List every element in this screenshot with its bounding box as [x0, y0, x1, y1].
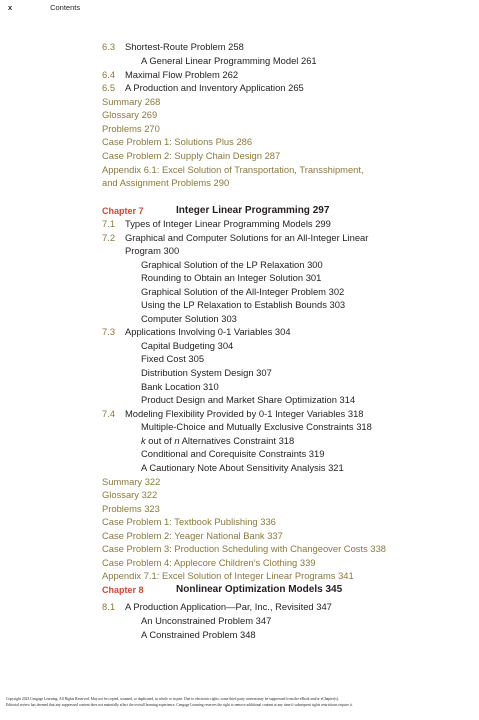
section-title: Types of Integer Linear Programming Models 299	[125, 218, 331, 229]
chapter-label: Chapter 7	[102, 206, 144, 216]
end-matter-entry: Appendix 7.1: Excel Solution of Integer Linear Programs 341	[102, 570, 354, 581]
section-number: 6.5	[102, 82, 116, 93]
variable-n: n	[174, 435, 180, 446]
section-title: A Production and Inventory Application 265	[125, 82, 304, 93]
subsection-title: A General Linear Programming Model 261	[141, 55, 317, 66]
subsection-title: Conditional and Corequisite Constraints 319	[141, 448, 325, 459]
variable-k: k	[141, 435, 146, 446]
section-title: Modeling Flexibility Provided by 0-1 Integer Variables 318	[125, 408, 364, 419]
end-matter-entry: Case Problem 1: Solutions Plus 286	[102, 136, 253, 147]
section-number: 6.4	[102, 69, 116, 80]
section-title: Shortest-Route Problem 258	[125, 41, 244, 52]
section-title: Graphical and Computer Solutions for an All-Integer Linear	[125, 232, 369, 243]
copyright-line-1: Copyright 2023 Cengage Learning. All Rights Reserved. May not be copied, scanned, or duplicated, in whole or in part. Due to electronic rights, some third party content may be suppressed from the eBook and/or eChapter(s).	[6, 697, 339, 701]
chapter-title: Integer Linear Programming 297	[176, 205, 330, 216]
page-number: x	[8, 3, 13, 12]
section-number: 7.3	[102, 326, 116, 337]
section-title: Maximal Flow Problem 262	[125, 69, 239, 80]
end-matter-entry: Problems 323	[102, 503, 160, 514]
end-matter-entry: Glossary 322	[102, 489, 158, 500]
end-matter-entry: Glossary 269	[102, 109, 158, 120]
end-matter-entry: Problems 270	[102, 123, 160, 134]
end-matter-entry: Case Problem 4: Applecore Children’s Clothing 339	[102, 557, 316, 568]
end-matter-entry: Summary 322	[102, 476, 161, 487]
subsection-text: out of	[145, 435, 175, 446]
subsection-title: Fixed Cost 305	[141, 353, 205, 364]
subsection-title: Bank Location 310	[141, 381, 219, 392]
section-title: A Production Application—Par, Inc., Revisited 347	[125, 601, 332, 612]
end-matter-entry: Case Problem 3: Production Scheduling with Changeover Costs 338	[102, 543, 387, 554]
subsection-title: Distribution System Design 307	[141, 367, 272, 378]
subsection-title: A Constrained Problem 348	[141, 629, 256, 640]
end-matter-entry: Case Problem 2: Supply Chain Design 287	[102, 150, 281, 161]
subsection-title: Graphical Solution of the All-Integer Problem 302	[141, 286, 345, 297]
end-matter-entry: and Assignment Problems 290	[102, 177, 230, 188]
section-number: 7.1	[102, 218, 116, 229]
subsection-title: A Cautionary Note About Sensitivity Analysis 321	[141, 462, 344, 473]
subsection-text: Alternatives Constraint 318	[179, 435, 295, 446]
running-title: Contents	[50, 3, 81, 12]
copyright-line-2: Editorial review has deemed that any suppressed content does not materially affect the overall learning experience. Cengage Learning reserves the right to remove additional content at any time if subsequent rights restrictions require it.	[6, 703, 353, 707]
subsection-title: Product Design and Market Share Optimization 314	[141, 394, 356, 405]
section-title: Applications Involving 0-1 Variables 304	[125, 326, 291, 337]
copyright-footer	[6, 696, 476, 708]
subsection-title: Graphical Solution of the LP Relaxation 300	[141, 259, 323, 270]
subsection-title: Rounding to Obtain an Integer Solution 301	[141, 272, 322, 283]
end-matter-entry: Case Problem 1: Textbook Publishing 336	[102, 516, 276, 527]
end-matter-entry: Summary 268	[102, 96, 161, 107]
subsection-title: Using the LP Relaxation to Establish Bounds 303	[141, 299, 346, 310]
chapter-title: Nonlinear Optimization Models 345	[176, 584, 343, 595]
subsection-title: An Unconstrained Problem 347	[141, 615, 272, 626]
end-matter-entry: Appendix 6.1: Excel Solution of Transportation, Transshipment,	[102, 164, 364, 175]
subsection-title: Computer Solution 303	[141, 313, 237, 324]
subsection-title: Capital Budgeting 304	[141, 340, 234, 351]
section-number: 8.1	[102, 601, 116, 612]
section-number: 6.3	[102, 41, 116, 52]
subsection-title	[141, 435, 294, 447]
section-title-continued: Program 300	[125, 245, 180, 256]
section-number: 7.2	[102, 232, 116, 243]
subsection-title: Multiple-Choice and Mutually Exclusive Constraints 318	[141, 421, 372, 432]
end-matter-entry: Case Problem 2: Yeager National Bank 337	[102, 530, 283, 541]
section-number: 7.4	[102, 408, 116, 419]
running-head	[8, 3, 80, 12]
chapter-label: Chapter 8	[102, 585, 144, 595]
